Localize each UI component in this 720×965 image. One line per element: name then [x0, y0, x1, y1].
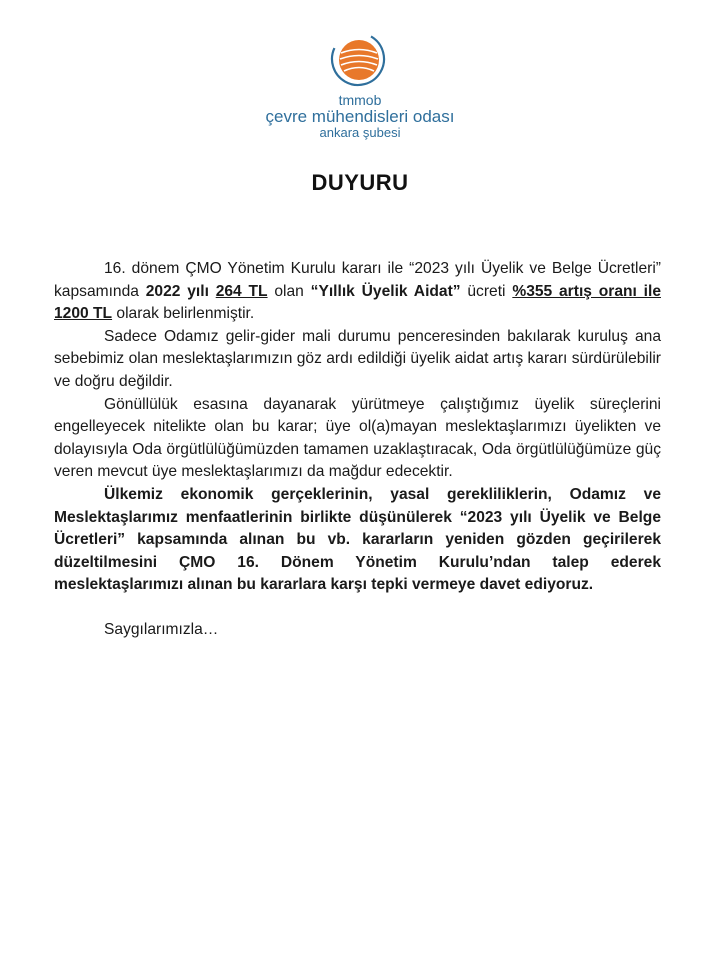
paragraph-3: Gönüllülük esasına dayanarak yürütmeye çalıştığımız üyelik süreçlerini engelleyecek nitelikte olan bu karar; üye ol(a)mayan meslektaşlarımızı üyelikten ve dolayısıyla Oda örgütlülüğümüzden tamamen uzaklaştıracak, Oda örgütlülüğümüze güç veren mevcut üye meslektaşlarımızı da mağdur edecektir. — [54, 395, 661, 481]
paragraph-4: Ülkemiz ekonomik gerçeklerinin, yasal gerekliliklerin, Odamız ve Meslektaşlarımız menfaatlerinin birlikte düşünülerek “2023 yılı Üyelik ve Belge Ücretleri” kapsamında alınan bu vb. kararların yeniden gözden geçirilerek düzeltilmesini ÇMO 16. Dönem Yönetim Kurulu’ndan talep ederek meslektaşlarımızı alınan bu kararlara karşı tepki vermeye davet ediyoruz. — [54, 485, 661, 594]
p1-text: 16. dönem ÇMO Yönetim Kurulu kararı ile “2023 yılı Üyelik ve Belge Ücretleri” kapsamında — [54, 260, 661, 300]
announcement-body — [54, 258, 661, 642]
closing-text: Saygılarımızla… — [104, 620, 219, 638]
p1-year: 2022 yılı — [145, 282, 216, 300]
paragraph-1 — [54, 258, 661, 326]
p1-text-3: ücreti — [460, 282, 513, 300]
paragraph-2: Sadece Odamız gelir-gider mali durumu penceresinden bakılarak kuruluş ana sebebimiz olan meslektaşlarımızın göz ardı edildiği üyelik aidat artış kararı sürdürülebilir ve doğru değildir. — [54, 327, 661, 390]
page-title: DUYURU — [311, 170, 409, 195]
p1-new-fee: %355 artış oranı ile 1200 TL — [54, 282, 661, 323]
org-name-line1: tmmob — [338, 92, 382, 108]
p1-text-2: olan — [267, 282, 311, 300]
org-name-line3: ankara şubesi — [319, 125, 401, 140]
p1-fee-name: “Yıllık Üyelik Aidat” — [310, 282, 461, 300]
org-name-line2: çevre mühendisleri odası — [265, 107, 455, 126]
p1-text-4: olarak belirlenmiştir. — [112, 305, 255, 323]
p1-old-fee: 264 TL — [215, 282, 268, 300]
tmmob-logo-icon — [330, 31, 386, 87]
